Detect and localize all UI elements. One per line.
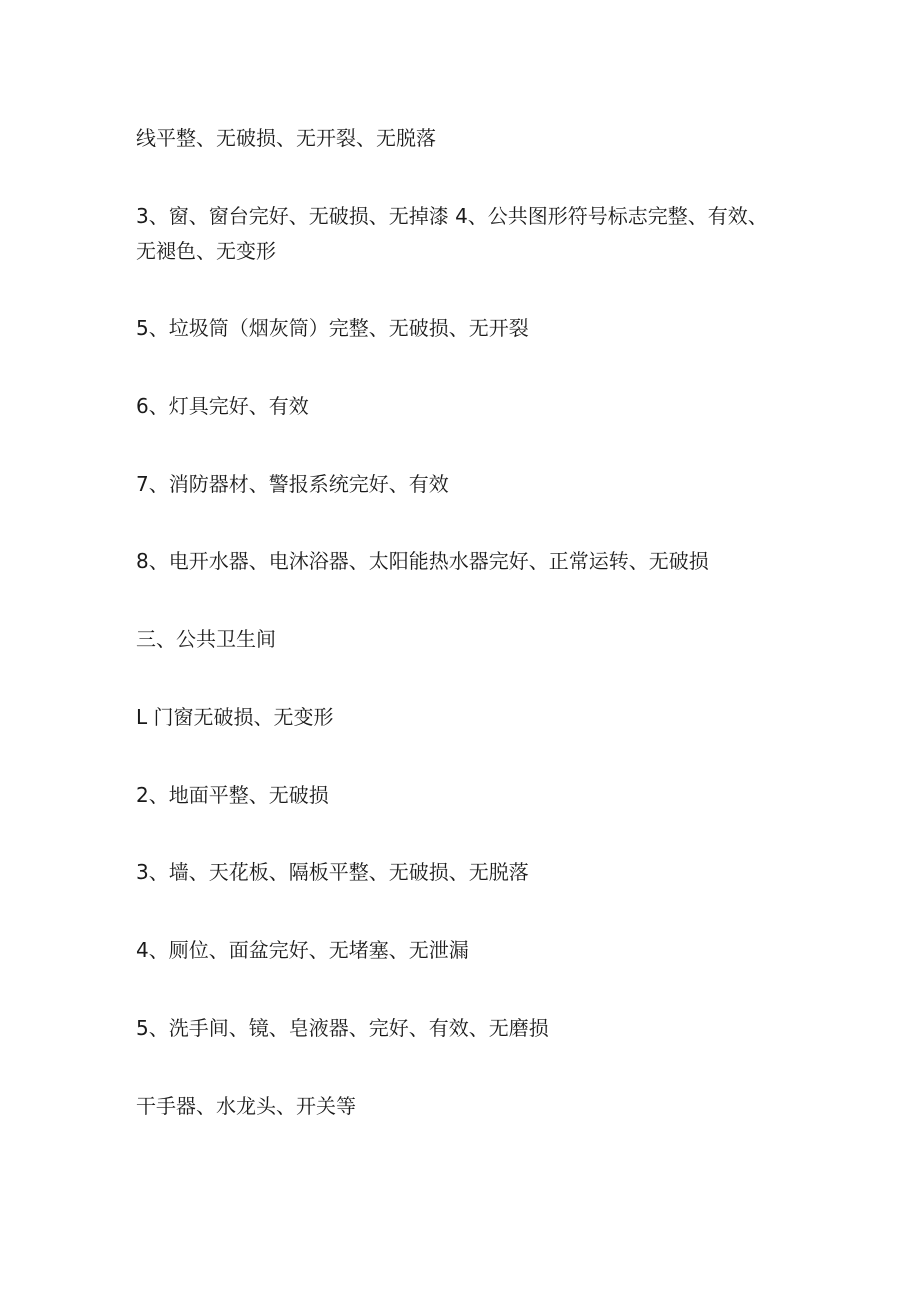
paragraph-6: 8、电开水器、电沐浴器、太阳能热水器完好、正常运转、无破损 — [136, 549, 709, 573]
paragraph-10: 4、厕位、面盆完好、无堵塞、无泄漏 — [136, 938, 469, 962]
paragraph-8: 2、地面平整、无破损 — [136, 783, 329, 807]
paragraph-3: 5、垃圾筒（烟灰筒）完整、无破损、无开裂 — [136, 316, 529, 340]
paragraph-1: 线平整、无破损、无开裂、无脱落 — [136, 126, 436, 150]
paragraph-9: 3、墙、天花板、隔板平整、无破损、无脱落 — [136, 860, 529, 884]
paragraph-7: L 门窗无破损、无变形 — [136, 705, 334, 729]
section-heading-3: 三、公共卫生间 — [136, 627, 276, 651]
paragraph-2: 3、窗、窗台完好、无破损、无掉漆 4、公共图形符号标志完整、有效、无褪色、无变形 — [136, 204, 768, 263]
paragraph-12: 干手器、水龙头、开关等 — [136, 1094, 356, 1118]
paragraph-11: 5、洗手间、镜、皂液器、完好、有效、无磨损 — [136, 1016, 549, 1040]
paragraph-4: 6、灯具完好、有效 — [136, 394, 309, 418]
paragraph-5: 7、消防器材、警报系统完好、有效 — [136, 472, 449, 496]
